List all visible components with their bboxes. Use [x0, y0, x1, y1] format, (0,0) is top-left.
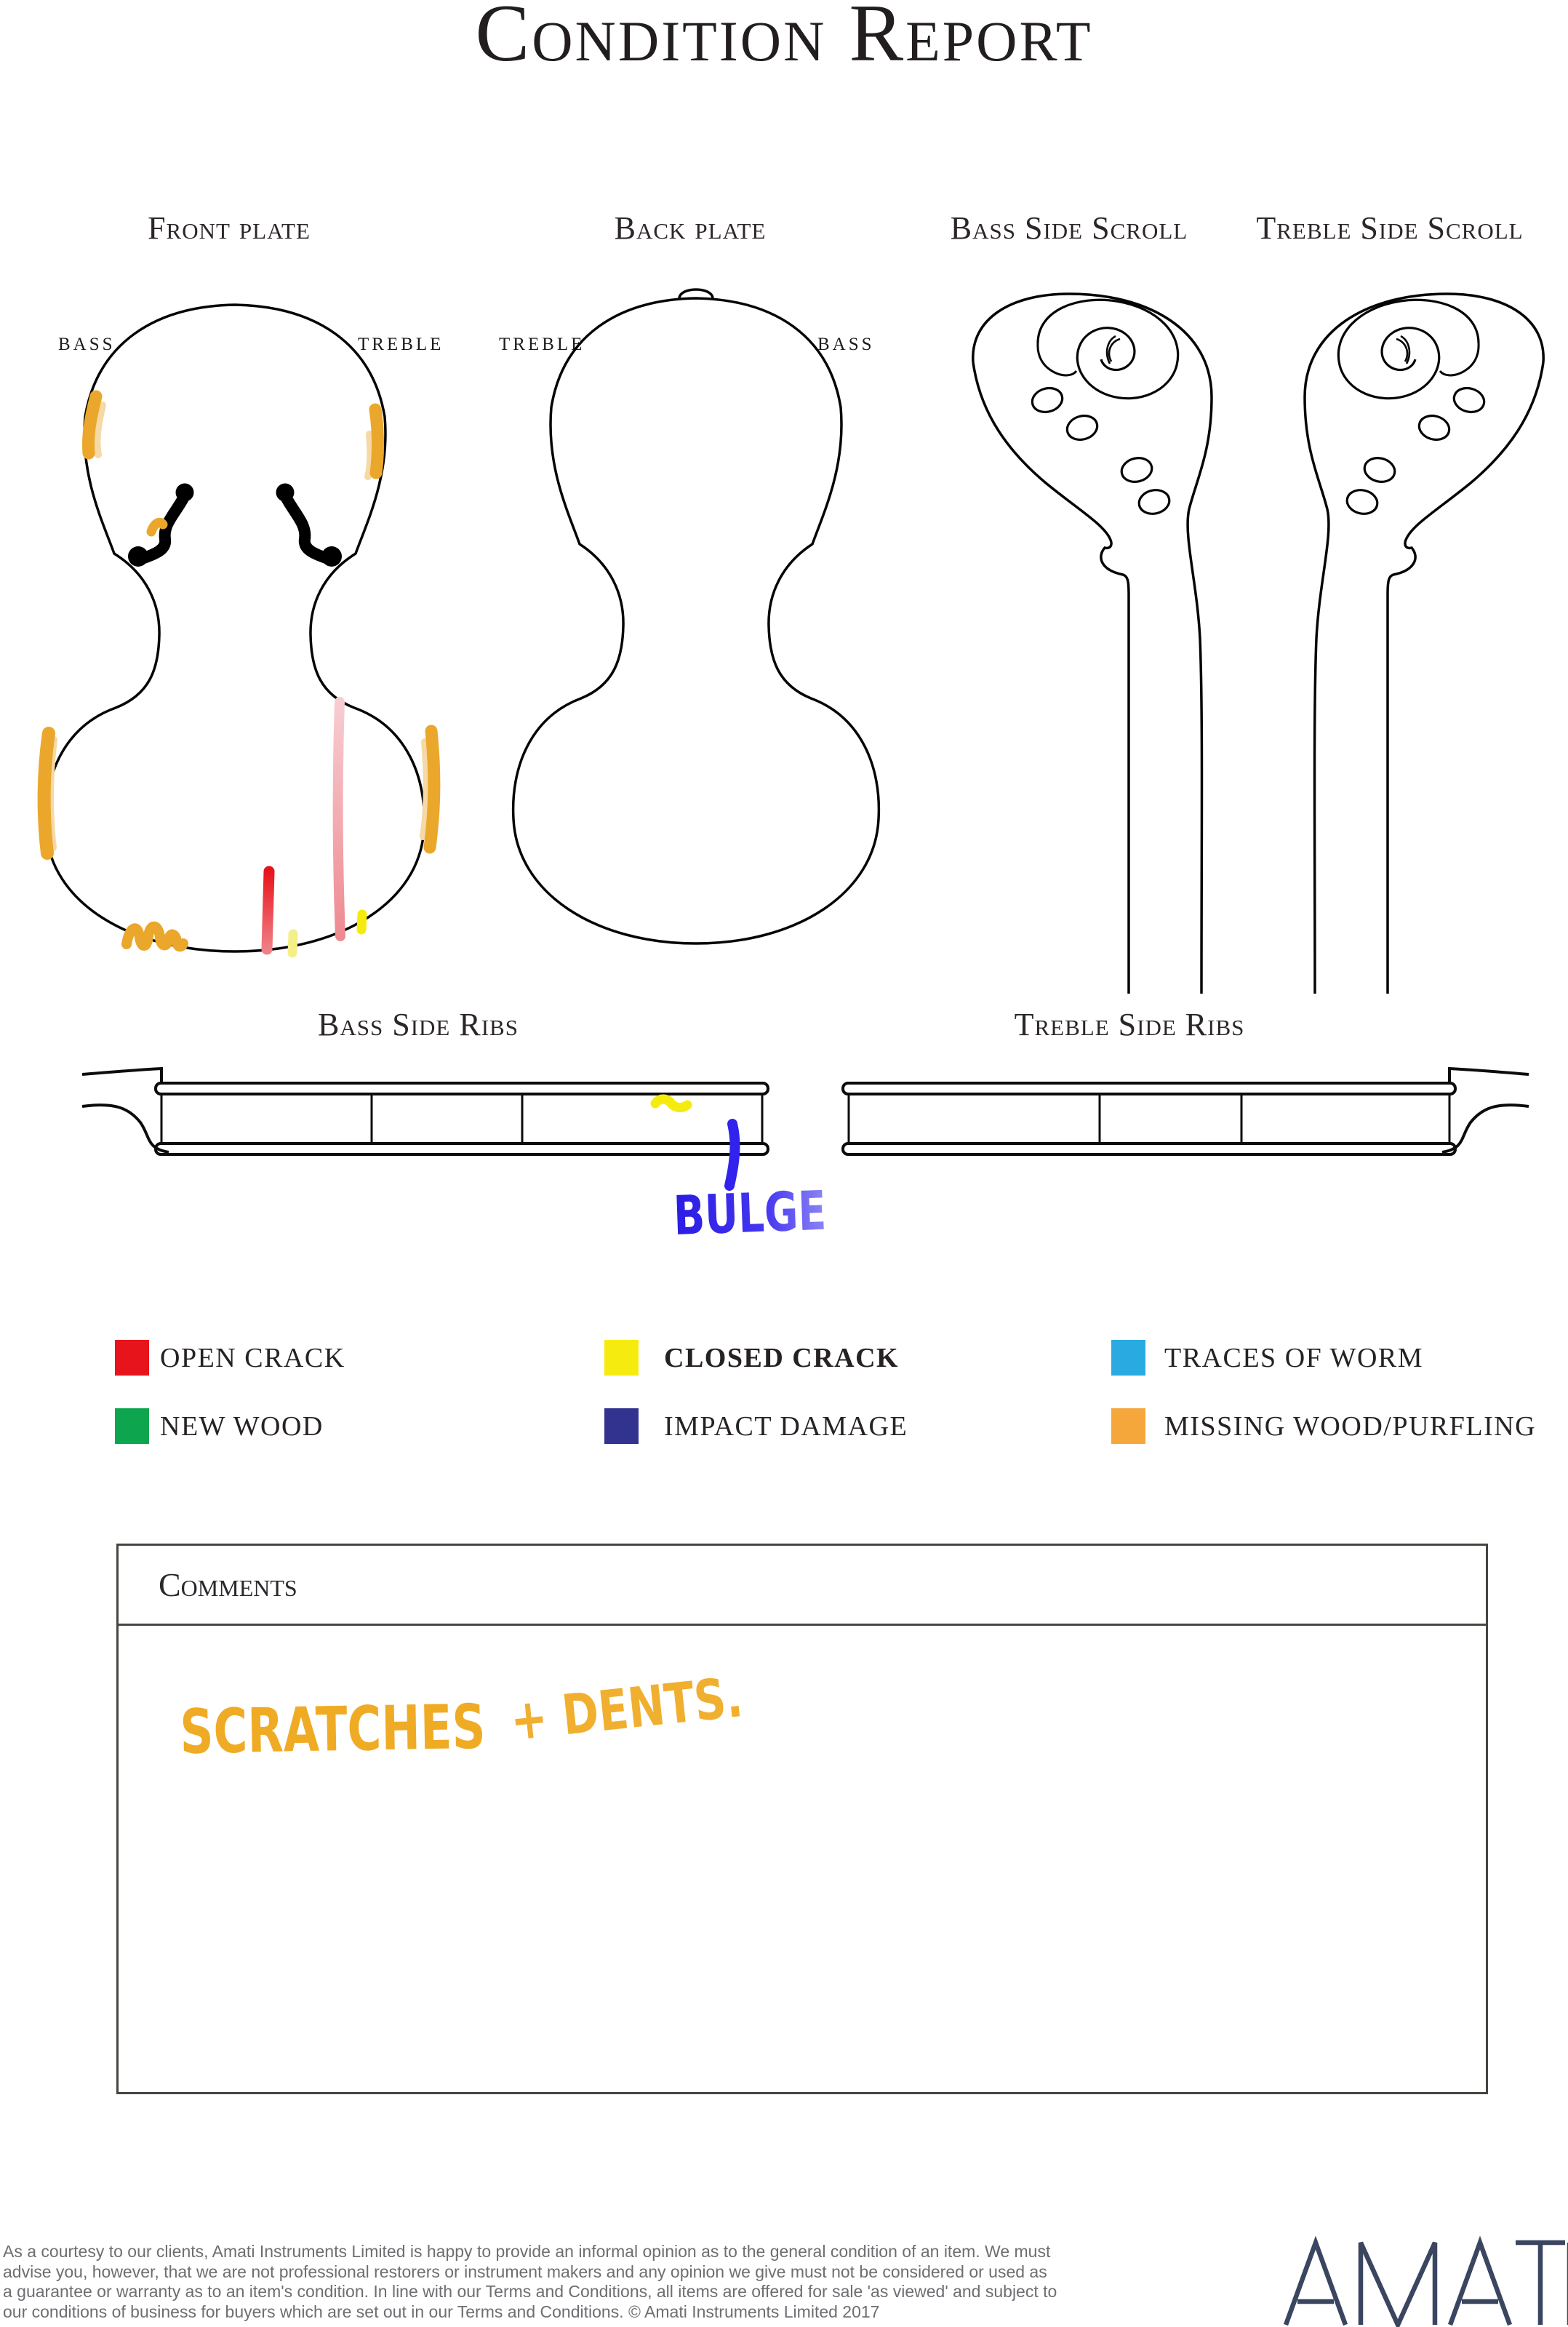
legend-swatch-closed-crack: [604, 1340, 639, 1376]
legend-swatch-impact-damage: [604, 1408, 639, 1444]
bass-ribs-diagram: [76, 1051, 875, 1262]
bass-ribs-bottom-rail: [156, 1143, 768, 1154]
heading-treble-scroll: Treble Side Scroll: [1256, 210, 1524, 246]
mark-open-crack: [267, 871, 269, 949]
front-plate-treble-label: TREBLE: [358, 335, 444, 354]
bass-scroll-diagram: [967, 290, 1215, 999]
treble-scroll-diagram: [1302, 290, 1549, 999]
comments-note-word1: SCRATCHES: [179, 1689, 583, 1768]
page-title: Condition Report: [475, 0, 1093, 79]
treble-ribs-bottom-rail: [843, 1143, 1455, 1154]
mark-missing-wood-upper-treble: [375, 410, 378, 473]
treble-ribs-neck-top: [1449, 1069, 1529, 1085]
footer-line: advise you, however, that we are not professional restorers or instrument makers and any opinion we give must not be considered or used as: [3, 2262, 1047, 2281]
treble-ribs-top-rail: [843, 1083, 1455, 1094]
back-plate-bass-label: BASS: [817, 335, 875, 354]
footer-line: As a courtesy to our clients, Amati Instruments Limited is happy to provide an informal opinion as to the general condition of an item. We must: [3, 2242, 1051, 2261]
front-plate-bass-label: BASS: [58, 335, 116, 354]
legend-label-open-crack: OPEN CRACK: [160, 1343, 345, 1373]
legend-label-impact-damage: IMPACT DAMAGE: [664, 1411, 908, 1442]
comments-handwriting: [116, 1629, 1207, 1862]
amati-logo-letters: [1286, 2243, 1568, 2325]
legend-label-closed-crack: CLOSED CRACK: [664, 1343, 900, 1373]
treble-scroll-outline: [1305, 294, 1543, 994]
bass-ribs-top-rail: [156, 1083, 768, 1094]
mark-missing-wood-lower-treble: [430, 731, 434, 847]
bass-scroll-outline: [973, 294, 1212, 994]
mark-missing-wood-lower-treble-faded: [423, 742, 427, 837]
back-plate-diagram: [509, 285, 884, 951]
mark-missing-wood-bottom-squiggle: [127, 927, 183, 947]
mark-closed-crack-ribs: [655, 1099, 687, 1108]
bulge-annotation: BULGE: [672, 1178, 875, 1248]
treble-ribs-body: [849, 1094, 1449, 1143]
mark-closed-crack: [361, 914, 362, 930]
treble-ribs-diagram: [836, 1051, 1535, 1175]
front-plate-diagram: [29, 295, 444, 957]
heading-back-plate: Back plate: [614, 210, 767, 246]
back-plate-treble-label: TREBLE: [499, 335, 585, 354]
comments-heading: Comments: [119, 1546, 1486, 1626]
bulge-pointer-stroke: [729, 1124, 735, 1186]
legend-swatch-traces-of-worm: [1111, 1340, 1145, 1376]
legend-swatch-new-wood: [115, 1408, 149, 1444]
heading-front-plate: Front plate: [148, 210, 311, 246]
comments-note-word2: + DENTS.: [507, 1658, 807, 1753]
heading-treble-ribs: Treble Side Ribs: [1014, 1007, 1245, 1042]
legend-swatch-open-crack: [115, 1340, 149, 1376]
f-hole-right: [276, 484, 343, 567]
mark-closed-crack-faded: [292, 934, 293, 953]
legend-label-traces-of-worm: TRACES OF WORM: [1164, 1343, 1424, 1373]
back-plate-button: [679, 290, 713, 298]
legend-label-new-wood: NEW WOOD: [160, 1411, 324, 1442]
footer-disclaimer: [3, 2242, 1057, 2322]
mark-missing-wood-upper-treble-faded: [368, 434, 370, 476]
legend-label-missing-wood: MISSING WOOD/PURFLING: [1164, 1411, 1537, 1442]
back-plate-outline: [513, 298, 879, 943]
amati-logo: [1281, 2239, 1568, 2327]
mark-missing-wood-lower-bass: [44, 733, 49, 853]
amati-logo-text: [0, 0, 1, 1]
heading-bass-ribs: Bass Side Ribs: [318, 1007, 519, 1042]
bass-ribs-neck-top: [82, 1069, 161, 1085]
mark-open-crack-faded-long: [338, 702, 341, 936]
heading-bass-scroll: Bass Side Scroll: [950, 210, 1188, 246]
footer-line: a guarantee or warranty as to an item's condition. In line with our Terms and Conditions, all items are offered for sale 'as viewed' and subject to: [3, 2282, 1057, 2301]
footer-line: our conditions of business for buyers which are set out in our Terms and Conditions. © Amati Instruments Limited 2017: [3, 2302, 880, 2321]
legend-swatch-missing-wood: [1111, 1408, 1145, 1444]
